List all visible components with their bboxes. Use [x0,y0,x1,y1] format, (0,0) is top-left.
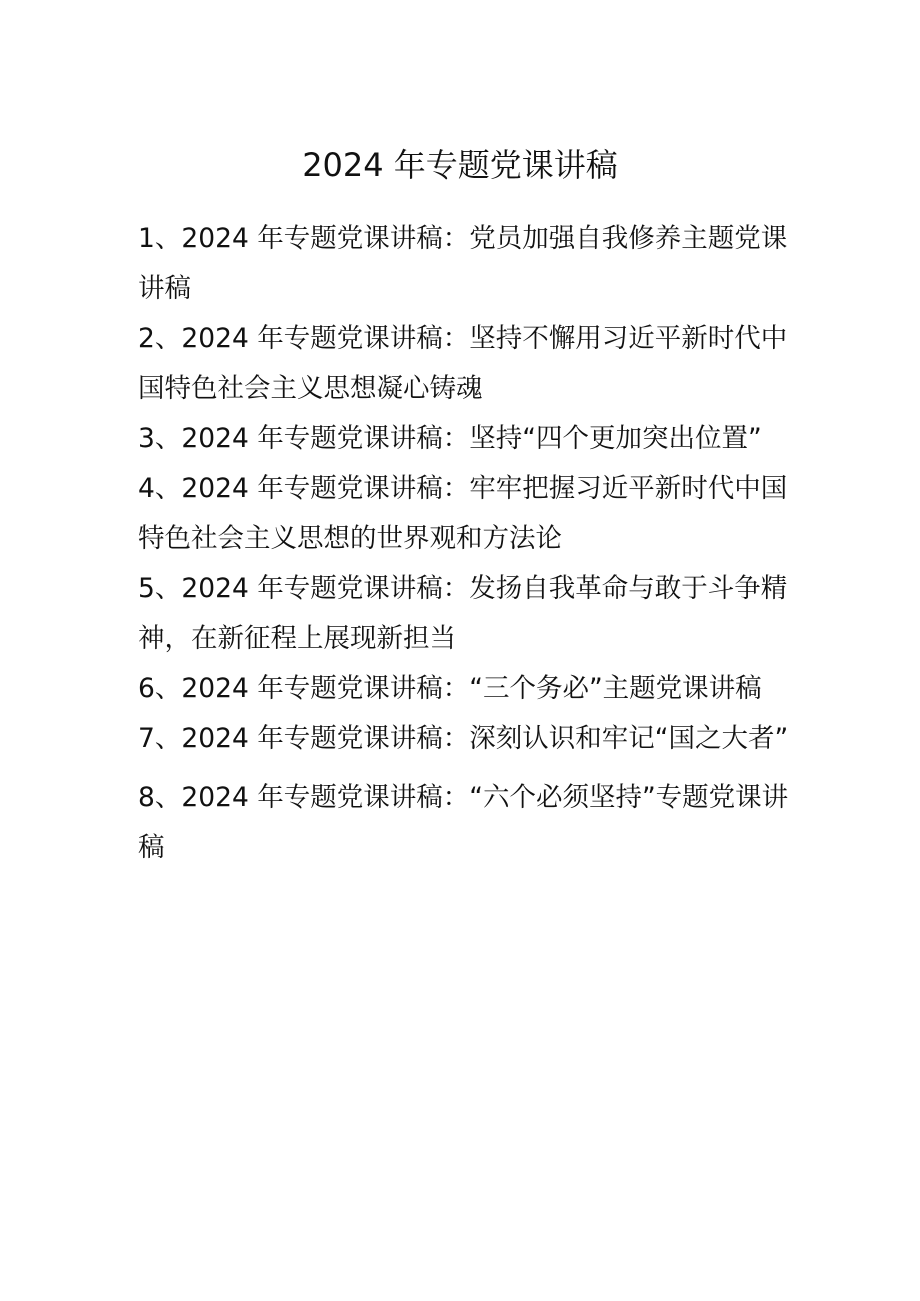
list-item: 4、2024 年专题党课讲稿：牢牢把握习近平新时代中国特色社会主义思想的世界观和方法论 [138,473,788,554]
list-item: 8、2024 年专题党课讲稿：“六个必须坚持”专题党课讲稿 [138,782,789,863]
list-item: 6、2024 年专题党课讲稿：“三个务必”主题党课讲稿 [138,673,762,704]
list-item: 1、2024 年专题党课讲稿：党员加强自我修养主题党课讲稿 [138,223,788,304]
table-of-contents [138,214,798,873]
list-item: 5、2024 年专题党课讲稿：发扬自我革命与敢于斗争精神，在新征程上展现新担当 [138,573,788,654]
list-item: 3、2024 年专题党课讲稿：坚持“四个更加突出位置” [138,423,762,454]
page-title: 2024 年专题党课讲稿 [302,146,618,185]
list-item: 7、2024 年专题党课讲稿：深刻认识和牢记“国之大者” [138,723,789,754]
list-item: 2、2024 年专题党课讲稿：坚持不懈用习近平新时代中国特色社会主义思想凝心铸魂 [138,323,788,404]
